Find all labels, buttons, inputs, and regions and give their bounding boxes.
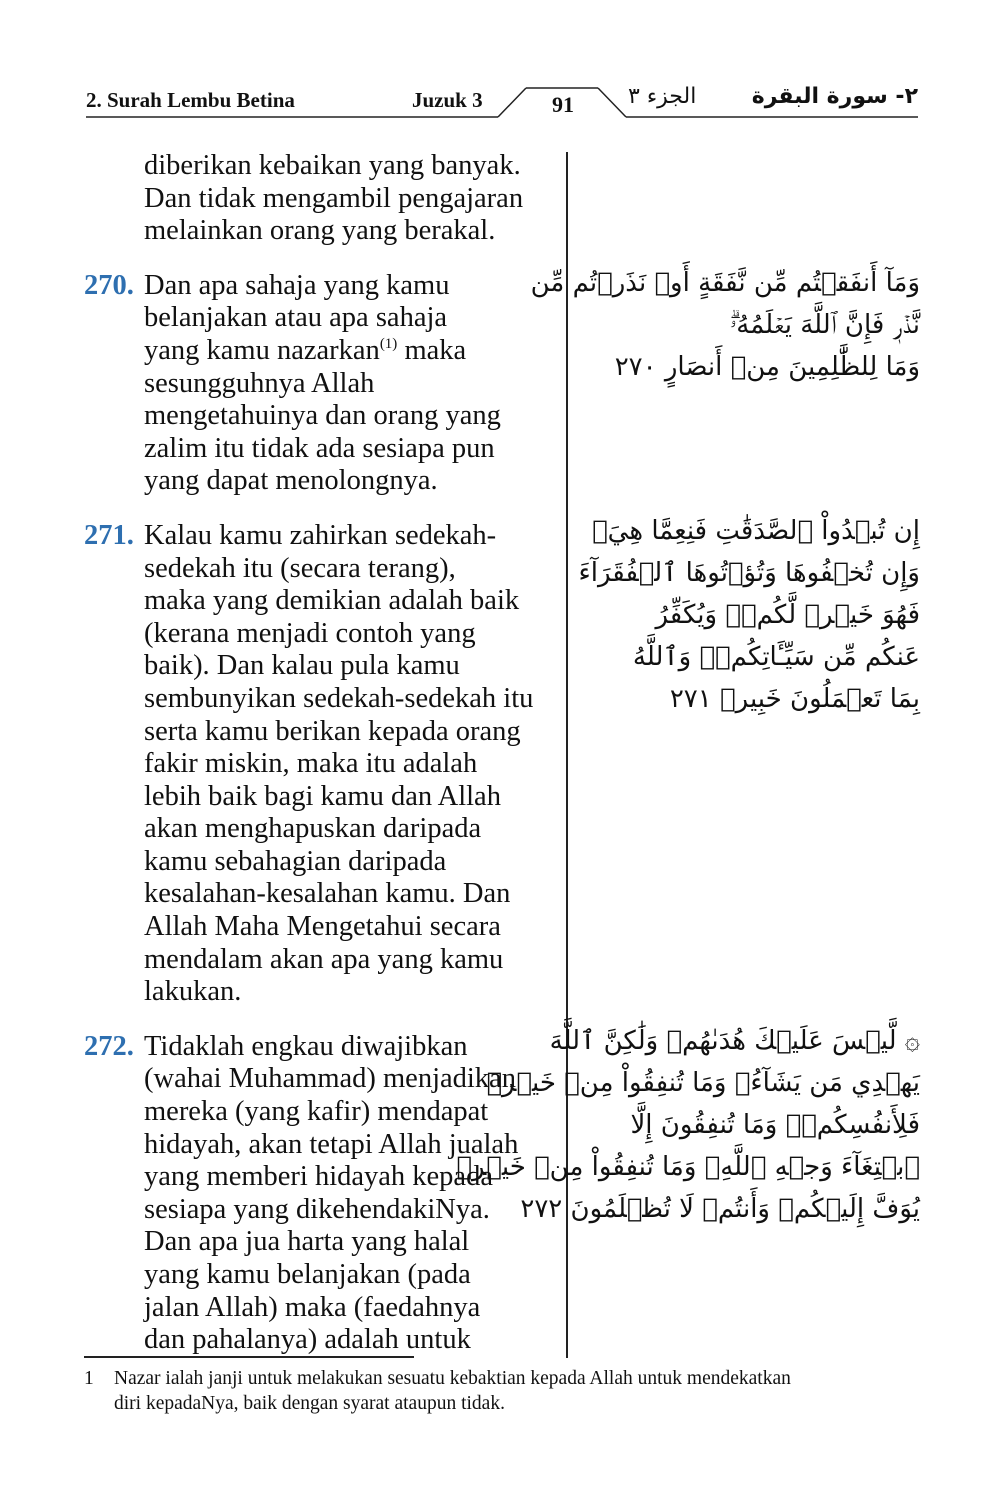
text-line: melainkan orang yang berakal. (144, 215, 496, 247)
footnote-marker: (1) (379, 335, 398, 352)
arabic-line: بِمَا تَعۡمَلُونَ خَبِيرٞ ٢٧١ (669, 684, 920, 714)
footnote-line: Nazar ialah janji untuk melakukan sesuatu kebaktian kepada Allah untuk mendekatkan (114, 1368, 791, 1389)
footnote-number: 1 (84, 1368, 94, 1389)
text-line: yang dapat menolongnya. (144, 465, 438, 497)
text-line: kesalahan-kesalahan kamu. Dan (144, 878, 511, 910)
text-line: zalim itu tidak ada sesiapa pun (144, 432, 495, 464)
text-line: Dan apa jua harta yang halal (144, 1226, 470, 1258)
arabic-line: ٱبۡتِغَآءَ وَجۡهِ ٱللَّهِۚ وَمَا تُنفِقُواْ مِنۡ خَيۡرٖ (456, 1152, 920, 1182)
text-line: Tidaklah engkau diwajibkan (144, 1030, 468, 1062)
arabic-line: يَهۡدِي مَن يَشَآءُۗ وَمَا تُنفِقُواْ مِنۡ خَيۡرٖ (486, 1068, 920, 1098)
verse-270-translation (84, 270, 562, 498)
text-line: (wahai Muhammad) menjadikan (144, 1063, 516, 1095)
surah-title-arabic: ٢- سورة البقرة (751, 84, 918, 109)
text-line: diberikan kebaikan yang banyak. (144, 150, 521, 181)
surah-title-latin: 2. Surah Lembu Betina (86, 88, 295, 112)
page-header (86, 84, 918, 124)
arabic-line: عَنكُم مِّن سَيِّـَٔاتِكُمۡۗ وَٱللَّهُ (632, 642, 920, 672)
arabic-line: ۞ لَّيۡسَ عَلَيۡكَ هُدَىٰهُمۡ وَلَٰكِنَّ ٱللَّهَ (549, 1026, 920, 1056)
text-line: serta kamu berikan kepada orang (144, 715, 521, 747)
page-number: 91 (552, 92, 574, 117)
verse-271-translation (84, 520, 562, 1009)
text-line: Dan apa sahaja yang kamu (144, 269, 450, 301)
text-line: sesungguhnya Allah (144, 367, 375, 399)
text-line: sembunyikan sedekah-sedekah itu (144, 682, 534, 714)
arabic-line: فَهُوَ خَيۡرٞ لَّكُمۡۚ وَيُكَفِّرُ (655, 600, 920, 630)
arabic-line: وَمَآ أَنفَقۡتُم مِّن نَّفَقَةٍ أَوۡ نَذَرۡتُم مِّن (530, 268, 920, 298)
text-line: yang memberi hidayah kepada (144, 1161, 493, 1193)
text-line: maka yang demikian adalah baik (144, 585, 520, 617)
text-line: lebih baik bagi kamu dan Allah (144, 780, 501, 812)
text-line: (kerana menjadi contoh yang (144, 617, 476, 649)
verse-271-arabic (580, 510, 920, 720)
text-line: baik). Dan kalau pula kamu (144, 650, 460, 682)
verse-272-arabic (456, 1020, 920, 1230)
text-line: Dan tidak mengambil pengajaran (144, 182, 524, 214)
text-line: akan menghapuskan daripada (144, 813, 482, 845)
arabic-line: إِن تُبۡدُواْ ٱلصَّدَقَٰتِ فَنِعِمَّا هِيَۖ (592, 516, 920, 546)
text-line: Allah Maha Mengetahui secara (144, 911, 501, 943)
text-line: lakukan. (144, 976, 242, 1008)
verse-number: 271. (84, 519, 134, 551)
continuation-text (84, 150, 562, 248)
footnote-line: diri kepadaNya, baik dengan syarat ataupun tidak. (114, 1393, 505, 1414)
arabic-line: نَّذۡرٖ فَإِنَّ ٱللَّهَ يَعۡلَمُهُۥۗ (729, 310, 920, 340)
text-line: mendalam akan apa yang kamu (144, 943, 504, 975)
text-line: kamu sebahagian daripada (144, 845, 447, 877)
juz-label-latin: Juzuk 3 (412, 88, 483, 112)
verse-number: 270. (84, 269, 134, 301)
footnote (84, 1366, 924, 1416)
text-line: sedekah itu (secara terang), (144, 552, 456, 584)
arabic-line: وَإِن تُخۡفُوهَا وَتُؤۡتُوهَا ٱلۡفُقَرَآءَ (578, 558, 920, 588)
text-line: jalan Allah) maka (faedahnya (144, 1291, 481, 1323)
text-fragment: maka (397, 334, 467, 366)
text-line: fakir miskin, maka itu adalah (144, 748, 478, 780)
text-line: dan pahalanya) adalah untuk (144, 1324, 471, 1356)
footnote-rule (84, 1356, 414, 1358)
text-line: Kalau kamu zahirkan sedekah- (144, 519, 497, 551)
text-line: yang kamu belanjakan (pada (144, 1259, 471, 1290)
arabic-line: فَلِأَنفُسِكُمۡۚ وَمَا تُنفِقُونَ إِلَّا (630, 1110, 920, 1140)
text-line: sesiapa yang dikehendakiNya. (144, 1193, 490, 1225)
text-fragment: yang kamu nazarkan (144, 334, 380, 366)
verse-number: 272. (84, 1030, 134, 1062)
text-line: mengetahuinya dan orang yang (144, 400, 501, 432)
verse-270-arabic (530, 262, 920, 388)
juz-label-arabic: الجزء ٣ (628, 84, 697, 109)
text-line: hidayah, akan tetapi Allah jualah (144, 1128, 519, 1160)
text-line: belanjakan atau apa sahaja (144, 302, 448, 334)
text-line (144, 335, 562, 368)
text-line: mereka (yang kafir) mendapat (144, 1096, 489, 1128)
arabic-line: يُوَفَّ إِلَيۡكُمۡ وَأَنتُمۡ لَا تُظۡلَمُونَ ٢٧٢ (520, 1194, 920, 1224)
translation-column (84, 150, 562, 1379)
arabic-line: وَمَا لِلظَّٰلِمِينَ مِنۡ أَنصَارٍ ٢٧٠ (614, 352, 920, 382)
